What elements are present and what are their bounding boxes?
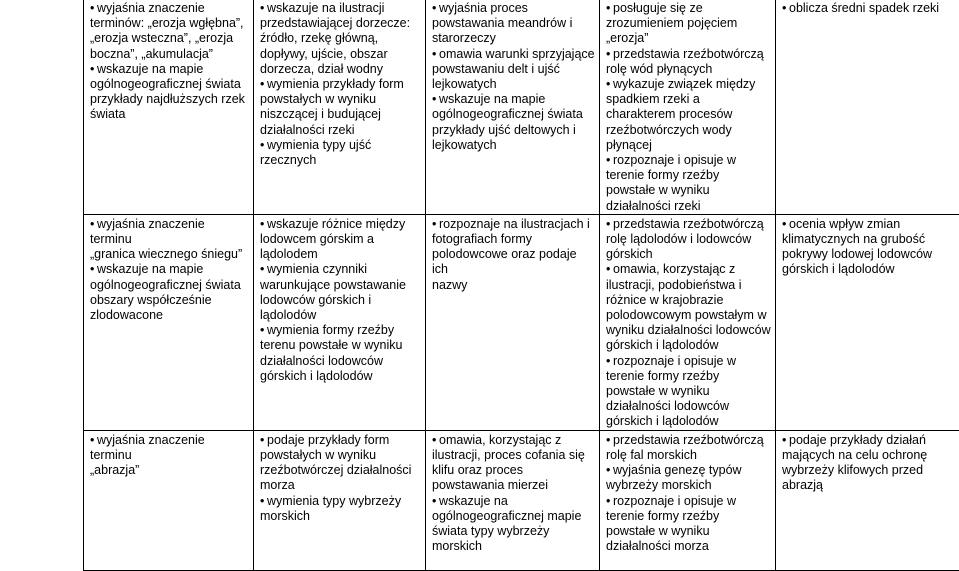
bullet-item-start: • wykazuje związek między — [606, 77, 771, 92]
table-cell — [426, 430, 600, 570]
table-cell — [600, 0, 776, 214]
bullet-item-continuation: charakterem procesów — [606, 107, 771, 122]
bullet-item-start: • przedstawia rzeźbotwórczą — [606, 217, 771, 232]
bullet-item-continuation: świata — [90, 107, 249, 122]
bullet-item-continuation: dopływy, ujście, obszar — [260, 47, 421, 62]
bullet-item-continuation: klifu oraz proces — [432, 463, 595, 478]
bullet-item-start: • wyjaśnia znaczenie terminu — [90, 217, 249, 247]
bullet-item-continuation: zlodowacone — [90, 308, 249, 323]
bullet-item-continuation: górskich i lądolodów — [606, 338, 771, 353]
bullet-item-continuation: rzecznych — [260, 153, 421, 168]
bullet-item-start: • wskazuje na mapie — [90, 62, 249, 77]
bullet-item-continuation: powstałe w wyniku — [606, 183, 771, 198]
bullet-item-continuation: rolę lądolodów i lodowców — [606, 232, 771, 247]
bullet-item-continuation: „erozja” — [606, 31, 771, 46]
bullet-item-continuation: lejkowatych — [432, 77, 595, 92]
bullet-item-continuation: terenie formy rzeźby — [606, 369, 771, 384]
requirements-table — [83, 0, 959, 571]
bullet-item-start: • wymienia typy ujść — [260, 138, 421, 153]
bullet-item-continuation: polodowcowe oraz podaje ich — [432, 247, 595, 277]
table-cell — [254, 214, 426, 430]
bullet-item-continuation: przykłady najdłuższych rzek — [90, 92, 249, 107]
bullet-item-continuation: warunkujące powstawanie — [260, 278, 421, 293]
bullet-item-continuation: świata typy wybrzeży — [432, 524, 595, 539]
bullet-item-continuation: ogólnogeograficznej świata — [432, 107, 595, 122]
bullet-item-continuation: spadkiem rzeki a — [606, 92, 771, 107]
bullet-item-start: • wyjaśnia proces — [432, 1, 595, 16]
bullet-item-start: • podaje przykłady działań — [782, 433, 956, 448]
bullet-item-start: • wymienia formy rzeźby — [260, 323, 421, 338]
bullet-item-continuation: morskich — [260, 509, 421, 524]
bullet-item-continuation: starorzeczy — [432, 31, 595, 46]
bullet-item-continuation: źródło, rzekę główną, — [260, 31, 421, 46]
bullet-item-continuation: morza — [260, 478, 421, 493]
bullet-item-continuation: lądolodów — [260, 308, 421, 323]
bullet-item-start: • podaje przykłady form — [260, 433, 421, 448]
bullet-item-continuation: ogólnogeograficznej świata — [90, 77, 249, 92]
bullet-item-continuation: działalności lodowców — [606, 399, 771, 414]
table-row-river-erosion — [84, 0, 959, 214]
bullet-item-continuation: działalności rzeki — [260, 123, 421, 138]
table-cell — [84, 214, 254, 430]
bullet-item-continuation: terminów: „erozja wgłębna”, — [90, 16, 249, 31]
bullet-item-continuation: dorzecza, dział wodny — [260, 62, 421, 77]
table-cell — [254, 0, 426, 214]
table-row-sea-abrasion — [84, 430, 959, 570]
bullet-item-start: • wymienia czynniki — [260, 262, 421, 277]
bullet-item-continuation: rzeźbotwórczych wody — [606, 123, 771, 138]
bullet-item-start: • ocenia wpływ zmian — [782, 217, 956, 232]
bullet-item-continuation: powstałych w wyniku — [260, 448, 421, 463]
bullet-item-start: • rozpoznaje i opisuje w — [606, 153, 771, 168]
bullet-item-continuation: lodowcem górskim a — [260, 232, 421, 247]
table-cell — [426, 0, 600, 214]
bullet-item-continuation: działalności rzeki — [606, 199, 771, 214]
bullet-item-continuation: ogólnogeograficznej świata — [90, 278, 249, 293]
bullet-item-continuation: powstawania meandrów i — [432, 16, 595, 31]
bullet-item-continuation: górskich i lądolodów — [606, 414, 771, 429]
bullet-item-continuation: pokrywy lodowej lodowców — [782, 247, 956, 262]
bullet-item-continuation: terenie formy rzeźby — [606, 168, 771, 183]
bullet-item-continuation: zrozumieniem pojęciem — [606, 16, 771, 31]
bullet-item-continuation: wybrzeży morskich — [606, 478, 771, 493]
bullet-item-continuation: działalności lodowców — [260, 354, 421, 369]
bullet-item-continuation: powstałe w wyniku — [606, 524, 771, 539]
bullet-item-continuation: boczna”, „akumulacja” — [90, 47, 249, 62]
bullet-item-continuation: abrazją — [782, 478, 956, 493]
bullet-item-continuation: lejkowatych — [432, 138, 595, 153]
bullet-item-continuation: rolę fal morskich — [606, 448, 771, 463]
bullet-item-continuation: powstawaniu delt i ujść — [432, 62, 595, 77]
bullet-item-start: • przedstawia rzeźbotwórczą — [606, 47, 771, 62]
table-cell — [600, 214, 776, 430]
table-cell — [84, 0, 254, 214]
bullet-item-start: • omawia, korzystając z — [432, 433, 595, 448]
bullet-item-start: • wyjaśnia znaczenie — [90, 1, 249, 16]
bullet-item-continuation: przykłady ujść deltowych i — [432, 123, 595, 138]
bullet-item-continuation: rzeźbotwórczej działalności — [260, 463, 421, 478]
bullet-item-continuation: górskich i lądolodów — [260, 369, 421, 384]
bullet-item-continuation: ogólnogeograficznej mapie — [432, 509, 595, 524]
bullet-item-continuation: działalności morza — [606, 539, 771, 554]
table-cell — [776, 430, 959, 570]
bullet-item-start: • wymienia typy wybrzeży — [260, 494, 421, 509]
table-row-glaciers — [84, 214, 959, 430]
bullet-item-continuation: ilustracji, podobieństwa i — [606, 278, 771, 293]
bullet-item-continuation: ilustracji, proces cofania się — [432, 448, 595, 463]
bullet-item-continuation: powstałych w wyniku — [260, 92, 421, 107]
table-cell — [84, 430, 254, 570]
bullet-item-continuation: „abrazja” — [90, 463, 249, 478]
bullet-item-start: • oblicza średni spadek rzeki — [782, 1, 956, 16]
bullet-item-start: • wskazuje na ilustracji — [260, 1, 421, 16]
bullet-item-continuation: niszczącej i budującej — [260, 107, 421, 122]
bullet-item-continuation: fotografiach formy — [432, 232, 595, 247]
bullet-item-continuation: terenu powstałe w wyniku — [260, 338, 421, 353]
bullet-item-continuation: obszary współcześnie — [90, 293, 249, 308]
bullet-item-continuation: przedstawiającej dorzecze: — [260, 16, 421, 31]
bullet-item-continuation: terenie formy rzeźby — [606, 509, 771, 524]
bullet-item-continuation: wybrzeży klifowych przed — [782, 463, 956, 478]
bullet-item-start: • wymienia przykłady form — [260, 77, 421, 92]
bullet-item-continuation: lodowców górskich i — [260, 293, 421, 308]
bullet-item-start: • omawia warunki sprzyjające — [432, 47, 595, 62]
bullet-item-start: • wskazuje na mapie — [432, 92, 595, 107]
bullet-item-continuation: powstawania mierzei — [432, 478, 595, 493]
bullet-item-start: • wyjaśnia genezę typów — [606, 463, 771, 478]
bullet-item-start: • wskazuje na mapie — [90, 262, 249, 277]
table-cell — [254, 430, 426, 570]
bullet-item-start: • rozpoznaje i opisuje w — [606, 494, 771, 509]
bullet-item-continuation: płynącej — [606, 138, 771, 153]
bullet-item-start: • posługuje się ze — [606, 1, 771, 16]
bullet-item-start: • przedstawia rzeźbotwórczą — [606, 433, 771, 448]
bullet-item-start: • rozpoznaje i opisuje w — [606, 354, 771, 369]
bullet-item-continuation: morskich — [432, 539, 595, 554]
bullet-item-continuation: wyniku działalności lodowców — [606, 323, 771, 338]
bullet-item-continuation: lądolodem — [260, 247, 421, 262]
bullet-item-start: • wskazuje różnice między — [260, 217, 421, 232]
table-cell — [600, 430, 776, 570]
table-cell — [426, 214, 600, 430]
bullet-item-continuation: rolę wód płynących — [606, 62, 771, 77]
bullet-item-continuation: mających na celu ochronę — [782, 448, 956, 463]
bullet-item-start: • rozpoznaje na ilustracjach i — [432, 217, 595, 232]
bullet-item-start: • wyjaśnia znaczenie terminu — [90, 433, 249, 463]
bullet-item-start: • wskazuje na — [432, 494, 595, 509]
table-cell — [776, 0, 959, 214]
bullet-item-continuation: „erozja wsteczna”, „erozja — [90, 31, 249, 46]
bullet-item-continuation: powstałe w wyniku — [606, 384, 771, 399]
bullet-item-continuation: klimatycznych na grubość — [782, 232, 956, 247]
bullet-item-start: • omawia, korzystając z — [606, 262, 771, 277]
bullet-item-continuation: górskich i lądolodów — [782, 262, 956, 277]
bullet-item-continuation: „granica wiecznego śniegu” — [90, 247, 249, 262]
table-cell — [776, 214, 959, 430]
bullet-item-continuation: różnice w krajobrazie — [606, 293, 771, 308]
bullet-item-continuation: nazwy — [432, 278, 595, 293]
bullet-item-continuation: górskich — [606, 247, 771, 262]
bullet-item-continuation: polodowcowym powstałym w — [606, 308, 771, 323]
